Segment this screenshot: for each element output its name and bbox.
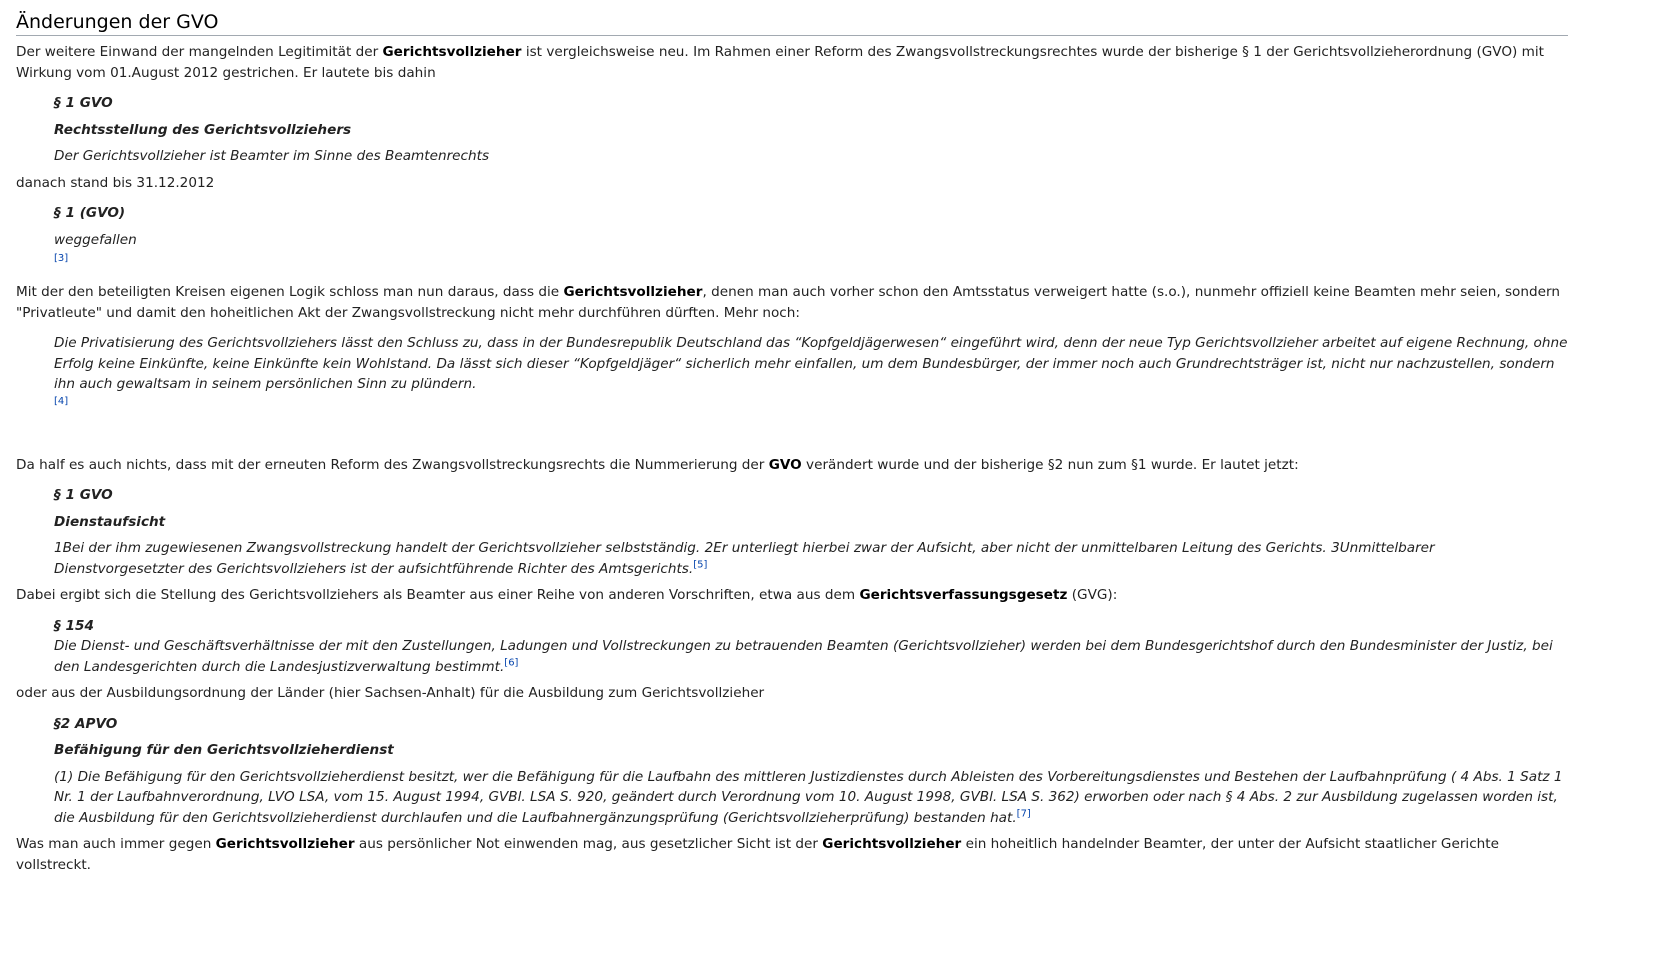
reference-link[interactable]: [5] xyxy=(693,558,708,570)
quote-body: Die Dienst- und Geschäftsverhältnisse der mit den Zustellungen, Ladungen und Vollstreckungen zu betrauenden Beamten (Gerichtsvollzieher) werden bei dem Bundesgerichtshof durch den Bundesminister der Justiz, bei den Landesgerichten durch die Landesjustizverwaltung bestimmt. xyxy=(54,638,1553,675)
quote-heading: § 154 xyxy=(54,617,94,634)
text: (GVG): xyxy=(1067,587,1118,603)
bold-term: GVO xyxy=(768,456,802,473)
quote-text xyxy=(54,767,1568,829)
quote-subheading: Dienstaufsicht xyxy=(54,513,166,530)
quote-text: Die Privatisierung des Gerichtsvollziehers lässt den Schluss zu, dass in der Bundesrepublik Deutschland das “Kopfgeldjägerwesen“ eingeführt wird, denn der neue Typ Gerichtsvollzieher arbeitet auf eigene Rechnung, ohne Erfolg keine Einkünfte, keine Einkünfte kein Wohlstand. Da lässt sich dieser “Kopfgeldjäger“ sicherlich mehr einfallen, um dem Bundesbürger, der immer noch auch Grundrechtsträger ist, nicht nur nachzustellen, sondern ihn auch gewaltsam in seinem persönlichen Sinn zu plündern. xyxy=(54,335,1568,392)
reference-link[interactable]: [4] xyxy=(54,395,69,407)
paragraph-gvg xyxy=(16,585,1568,606)
quote-heading: § 1 GVO xyxy=(54,95,113,111)
text: ist vergleichsweise neu. Im Rahmen einer Reform des Zwangsvollstreckungsrechtes wurde der bisherige § 1 der Gerichtsvollzieherordnung (GVO) mit Wirkung vom 01.August 2012 gestrichen. Er lautete bis dahin xyxy=(16,44,1545,81)
quote-gvo-old xyxy=(54,93,1568,167)
quote-heading: § 1 (GVO) xyxy=(54,205,126,221)
quote-heading: § 1 GVO xyxy=(54,487,113,503)
text: aus persönlicher Not einwenden mag, aus gesetzlicher Sicht ist der xyxy=(354,836,823,852)
text: , denen man auch vorher schon den Amtsstatus verweigert hatte (s.o.), nunmehr offiziell keine Beamten mehr seien, sondern "Privatleute" und damit den hoheitlichen Akt der Zwangsvollstreckung nicht mehr durchführen dürften. Mehr noch: xyxy=(16,284,1560,321)
text: Der weitere Einwand der mangelnden Legitimität der xyxy=(16,44,383,60)
reference-link[interactable]: [3] xyxy=(54,253,69,264)
bold-term: Gerichtsverfassungsgesetz xyxy=(859,587,1068,603)
text: Mit der den beteiligten Kreisen eigenen Logik schloss man nun daraus, dass die xyxy=(16,284,564,300)
quote-gvo-weggefallen xyxy=(54,203,1568,266)
text: Dabei ergibt sich die Stellung des Gerichtsvollziehers als Beamter aus einer Reihe von anderen Vorschriften, etwa aus dem xyxy=(16,587,860,603)
bold-term: Gerichtsvollzieher xyxy=(382,44,522,60)
quote-privatisierung xyxy=(54,333,1568,409)
quote-text: Der Gerichtsvollzieher ist Beamter im Sinne des Beamtenrechts xyxy=(54,148,490,164)
bold-term: Gerichtsvollzieher xyxy=(215,836,355,852)
paragraph-ausbildung: oder aus der Ausbildungsordnung der Länder (hier Sachsen-Anhalt) für die Ausbildung zum Gerichtsvollzieher xyxy=(16,685,765,701)
reference-link[interactable]: [6] xyxy=(504,656,519,668)
quote-dienstaufsicht xyxy=(54,485,1568,579)
quote-apvo xyxy=(54,714,1568,829)
quote-subheading: Rechtsstellung des Gerichtsvollziehers xyxy=(54,121,352,138)
bold-term: Gerichtsvollzieher xyxy=(563,284,703,300)
text: verändert wurde und der bisherige §2 nun zum §1 wurde. Er lautet jetzt: xyxy=(801,456,1299,473)
reference-link[interactable]: [7] xyxy=(1016,807,1031,819)
paragraph-intro xyxy=(16,42,1568,83)
quote-body: (1) Die Befähigung für den Gerichtsvollzieherdienst besitzt, wer die Befähigung für die Laufbahn des mittleren Justizdienstes durch Ableisten des Vorbereitungsdienstes und Bestehen der Laufbahnprüfung ( 4 Abs. 1 Satz 1 Nr. 1 der Laufbahnverordnung, LVO LSA, vom 15. August 1994, GVBl. LSA S. 920, geändert durch Verordnung vom 10. August 1998, GVBl. LSA S. 362) erworben oder nach § 4 Abs. 2 zur Ausbildung zugelassen worden ist, die Ausbildung für den Gerichtsvollzieherdienst durchlaufen und die Laufbahnergänzungsprüfung (Gerichtsvollzieherprüfung) bestanden hat. xyxy=(54,768,1563,826)
quote-text: weggefallen xyxy=(54,231,137,248)
quote-text xyxy=(54,636,1568,677)
bold-term: Gerichtsvollzieher xyxy=(822,836,962,852)
paragraph-logik xyxy=(16,282,1568,323)
quote-text xyxy=(54,538,1568,579)
quote-heading: §2 APVO xyxy=(54,715,118,732)
paragraph-danach: danach stand bis 31.12.2012 xyxy=(16,174,215,191)
paragraph-reform xyxy=(16,455,1568,476)
text: Da half es auch nichts, dass mit der erneuten Reform des Zwangsvollstreckungsrechts die Nummerierung der xyxy=(16,456,769,473)
quote-subheading: Befähigung für den Gerichtsvollzieherdienst xyxy=(54,742,394,758)
text: Was man auch immer gegen xyxy=(16,836,216,852)
text: ein hoheitlich handelnder Beamter, der unter der Aufsicht staatlicher Gerichte vollstreckt. xyxy=(16,836,1499,873)
section-heading: Änderungen der GVO xyxy=(16,8,1568,36)
quote-154 xyxy=(54,616,1568,678)
paragraph-conclusion xyxy=(16,834,1568,875)
quote-body: 1Bei der ihm zugewiesenen Zwangsvollstreckung handelt der Gerichtsvollzieher selbstständig. 2Er unterliegt hierbei zwar der Aufsicht, aber nicht der unmittelbaren Leitung des Gerichts. 3Unmittelbarer Dienstvorgesetzter des Gerichtsvollziehers ist der aufsichtführende Richter des Amtsgerichts. xyxy=(54,540,1435,577)
